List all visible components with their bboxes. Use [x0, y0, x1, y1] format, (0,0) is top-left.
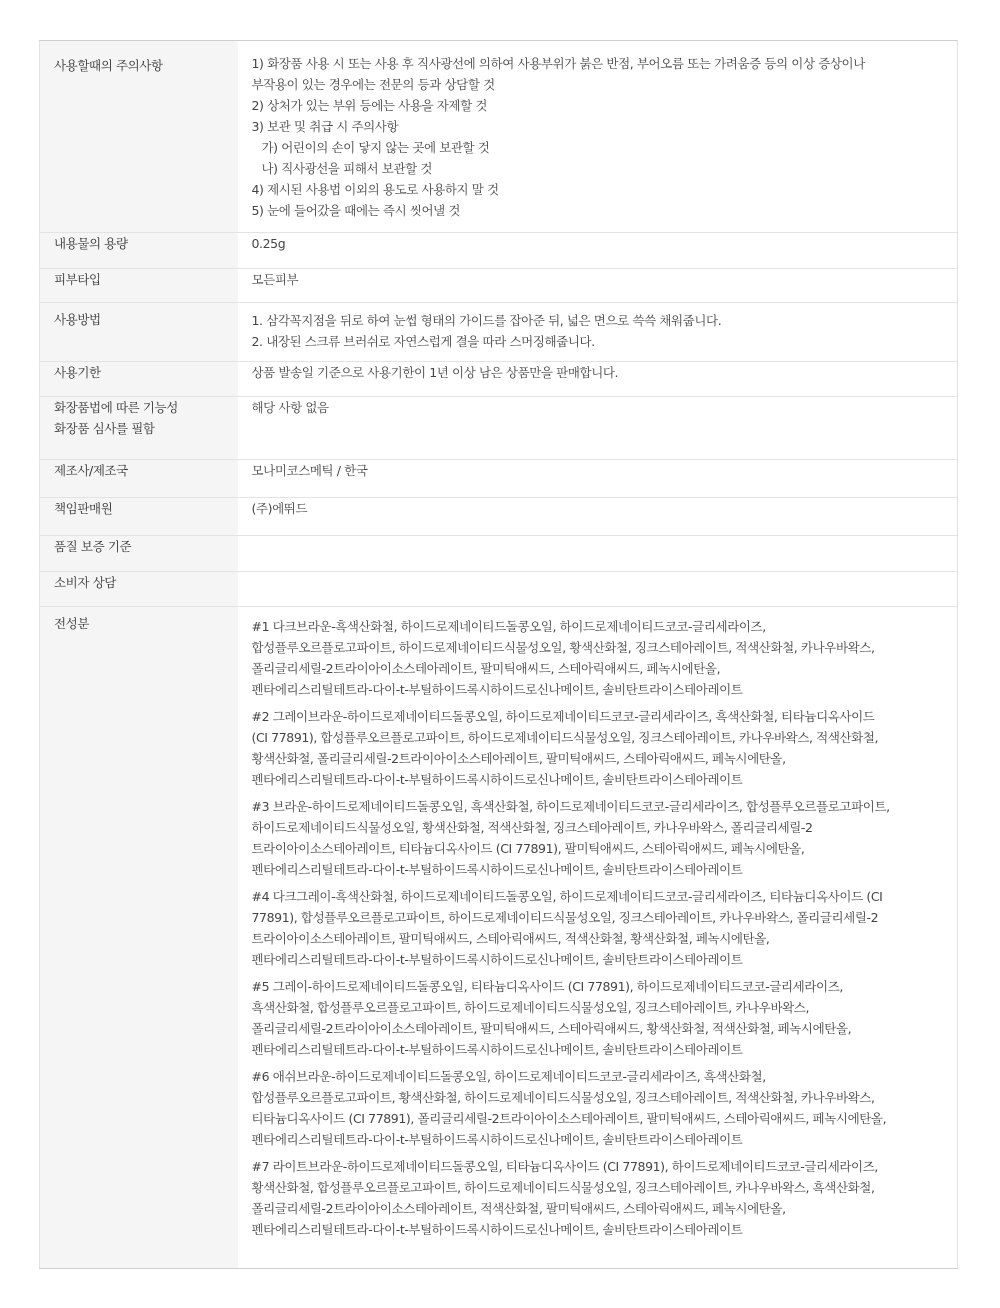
label-ingredients: 전성분 [40, 607, 238, 1269]
value-usage [238, 303, 958, 362]
precaution-line: 부작용이 있는 경우에는 전문의 등과 상담할 것 [251, 77, 495, 92]
ingredient-line: 77891), 합성플루오르플로고파이트, 하이드로제네이티드식물성오일, 징크스테아레이트, 카나우바왁스, 폴리글리세릴-2 [251, 910, 879, 925]
precaution-line: 5) 눈에 들어갔을 때에는 즉시 씻어낼 것 [251, 203, 461, 218]
ingredient-line: (CI 77891), 합성플루오르플로고파이트, 하이드로제네이티드식물성오일, 징크스테아레이트, 카나우바왁스, 적색산화철, [251, 730, 879, 745]
ingredient-shade-2 [252, 706, 952, 790]
precaution-line: 가) 어린이의 손이 닿지 않는 곳에 보관할 것 [261, 140, 490, 155]
value-manufacturer: 모나미코스메틱 / 한국 [238, 460, 958, 498]
ingredient-line: #2 그레이브라운-하이드로제네이티드돌콩오일, 하이드로제네이티드코코-글리세라이즈, 흑색산화철, 티타늄디옥사이드 [251, 709, 875, 724]
product-info-table [39, 40, 958, 1269]
ingredient-line: 펜타에리스리틸테트라-다이-t-부틸하이드록시하이드로신나메이트, 솔비탄트라이스테아레이트 [251, 1222, 743, 1237]
row-manufacturer [40, 460, 958, 498]
ingredient-line: 펜타에리스리틸테트라-다이-t-부틸하이드록시하이드로신나메이트, 솔비탄트라이스테아레이트 [251, 862, 743, 877]
label-usage: 사용방법 [40, 303, 238, 362]
ingredient-shade-7 [252, 1156, 952, 1240]
label-precautions: 사용할때의 주의사항 [40, 41, 238, 233]
value-functional: 해당 사항 없음 [238, 397, 958, 460]
row-quality [40, 536, 958, 572]
label-manufacturer: 제조사/제조국 [40, 460, 238, 498]
usage-line: 2. 내장된 스크류 브러쉬로 자연스럽게 결을 따라 스머징해줍니다. [251, 334, 595, 349]
ingredient-line: 펜타에리스리틸테트라-다이-t-부틸하이드록시하이드로신나메이트, 솔비탄트라이스테아레이트 [251, 1132, 743, 1147]
ingredient-line: 흑색산화철, 합성플루오르플로고파이트, 하이드로제네이티드식물성오일, 징크스테아레이트, 카나우바왁스, [251, 1000, 810, 1015]
ingredient-line: 펜타에리스리틸테트라-다이-t-부틸하이드록시하이드로신나메이트, 솔비탄트라이스테아레이트 [251, 682, 743, 697]
label-functional [40, 397, 238, 460]
value-skin-type: 모든피부 [238, 269, 958, 303]
row-functional [40, 397, 958, 460]
row-precautions [40, 41, 958, 233]
precaution-line: 2) 상처가 있는 부위 등에는 사용을 자제할 것 [251, 98, 488, 113]
value-seller: (주)에뛰드 [238, 498, 958, 536]
row-consult [40, 572, 958, 607]
value-ingredients [238, 607, 958, 1269]
value-capacity: 0.25g [238, 233, 958, 269]
precaution-line: 4) 제시된 사용법 이외의 용도로 사용하지 말 것 [251, 182, 499, 197]
ingredient-line: #7 라이트브라운-하이드로제네이티드돌콩오일, 티타늄디옥사이드 (CI 77891), 하이드로제네이티드코코-글리세라이즈, [251, 1159, 878, 1174]
row-ingredients [40, 607, 958, 1269]
ingredient-line: 폴리글리세릴-2트라이아이소스테아레이트, 팔미틱애씨드, 스테아릭애씨드, 황색산화철, 적색산화철, 페녹시에탄올, [251, 1021, 852, 1036]
ingredient-shade-5 [252, 976, 952, 1060]
product-info-table-wrapper [39, 40, 958, 1269]
value-expiry: 상품 발송일 기준으로 사용기한이 1년 이상 남은 상품만을 판매합니다. [238, 362, 958, 397]
ingredient-line: 펜타에리스리틸테트라-다이-t-부틸하이드록시하이드로신나메이트, 솔비탄트라이스테아레이트 [251, 772, 743, 787]
ingredient-line: 트라이아이소스테아레이트, 팔미틱애씨드, 스테아릭애씨드, 적색산화철, 황색산화철, 페녹시에탄올, [251, 931, 770, 946]
ingredient-line: #1 다크브라운-흑색산화철, 하이드로제네이티드돌콩오일, 하이드로제네이티드코코-글리세라이즈, [251, 619, 766, 634]
label-seller: 책임판매원 [40, 498, 238, 536]
ingredient-line: #4 다크그레이-흑색산화철, 하이드로제네이티드돌콩오일, 하이드로제네이티드코코-글리세라이즈, 티타늄디옥사이드 (CI [251, 889, 883, 904]
ingredient-line: 하이드로제네이티드식물성오일, 황색산화철, 적색산화철, 징크스테아레이트, 카나우바왁스, 폴리글리세릴-2 [251, 820, 813, 835]
ingredient-line: #5 그레이-하이드로제네이티드돌콩오일, 티타늄디옥사이드 (CI 77891), 하이드로제네이티드코코-글리세라이즈, [251, 979, 843, 994]
ingredient-shade-4 [252, 886, 952, 970]
ingredient-line: 티타늄디옥사이드 (CI 77891), 폴리글리세릴-2트라이아이소스테아레이트, 팔미틱애씨드, 스테아릭애씨드, 페녹시에탄올, [251, 1111, 887, 1126]
value-quality [238, 536, 958, 572]
usage-line: 1. 삼각꼭지점을 뒤로 하여 눈썹 형태의 가이드를 잡아준 뒤, 넓은 면으로 쓱쓱 채워줍니다. [251, 313, 722, 328]
ingredient-line: 폴리글리세릴-2트라이아이소스테아레이트, 팔미틱애씨드, 스테아릭애씨드, 페녹시에탄올, [251, 661, 721, 676]
ingredient-line: 황색산화철, 폴리글리세릴-2트라이아이소스테아레이트, 팔미틱애씨드, 스테아릭애씨드, 페녹시에탄올, [251, 751, 786, 766]
ingredient-line: 합성플루오르플로고파이트, 하이드로제네이티드식물성오일, 황색산화철, 징크스테아레이트, 적색산화철, 카나우바왁스, [251, 640, 875, 655]
precaution-line: 1) 화장품 사용 시 또는 사용 후 직사광선에 의하여 사용부위가 붉은 반점, 부어오름 또는 가려움증 등의 이상 증상이나 [251, 56, 865, 71]
label-functional-line: 화장품법에 따른 기능성 [54, 400, 178, 415]
row-capacity [40, 233, 958, 269]
row-skin-type [40, 269, 958, 303]
ingredient-shade-3 [252, 796, 952, 880]
value-consult [238, 572, 958, 607]
precaution-line: 3) 보관 및 취급 시 주의사항 [251, 119, 399, 134]
ingredient-shade-6 [252, 1066, 952, 1150]
ingredient-line: 펜타에리스리틸테트라-다이-t-부틸하이드록시하이드로신나메이트, 솔비탄트라이스테아레이트 [251, 952, 743, 967]
precaution-line: 나) 직사광선을 피해서 보관할 것 [261, 161, 433, 176]
label-expiry: 사용기한 [40, 362, 238, 397]
ingredient-line: 폴리글리세릴-2트라이아이소스테아레이트, 적색산화철, 팔미틱애씨드, 스테아릭애씨드, 페녹시에탄올, [251, 1201, 786, 1216]
label-skin-type: 피부타입 [40, 269, 238, 303]
ingredient-line: #3 브라운-하이드로제네이티드돌콩오일, 흑색산화철, 하이드로제네이티드코코-글리세라이즈, 합성플루오르플로고파이트, [251, 799, 890, 814]
row-usage [40, 303, 958, 362]
label-functional-line: 화장품 심사를 필함 [54, 421, 155, 436]
label-capacity: 내용물의 용량 [40, 233, 238, 269]
ingredient-line: #6 애쉬브라운-하이드로제네이티드돌콩오일, 하이드로제네이티드코코-글리세라이즈, 흑색산화철, [251, 1069, 766, 1084]
ingredient-line: 합성플루오르플로고파이트, 황색산화철, 하이드로제네이티드식물성오일, 징크스테아레이트, 적색산화철, 카나우바왁스, [251, 1090, 875, 1105]
row-expiry [40, 362, 958, 397]
ingredient-line: 트라이아이소스테아레이트, 티타늄디옥사이드 (CI 77891), 팔미틱애씨드, 스테아릭애씨드, 페녹시에탄올, [251, 841, 805, 856]
label-quality: 품질 보증 기준 [40, 536, 238, 572]
label-consult: 소비자 상담 [40, 572, 238, 607]
ingredient-line: 펜타에리스리틸테트라-다이-t-부틸하이드록시하이드로신나메이트, 솔비탄트라이스테아레이트 [251, 1042, 743, 1057]
ingredient-line: 황색산화철, 합성플루오르플로고파이트, 하이드로제네이티드식물성오일, 징크스테아레이트, 카나우바왁스, 흑색산화철, [251, 1180, 875, 1195]
value-precautions [238, 41, 958, 233]
ingredient-shade-1 [252, 616, 952, 700]
row-seller [40, 498, 958, 536]
